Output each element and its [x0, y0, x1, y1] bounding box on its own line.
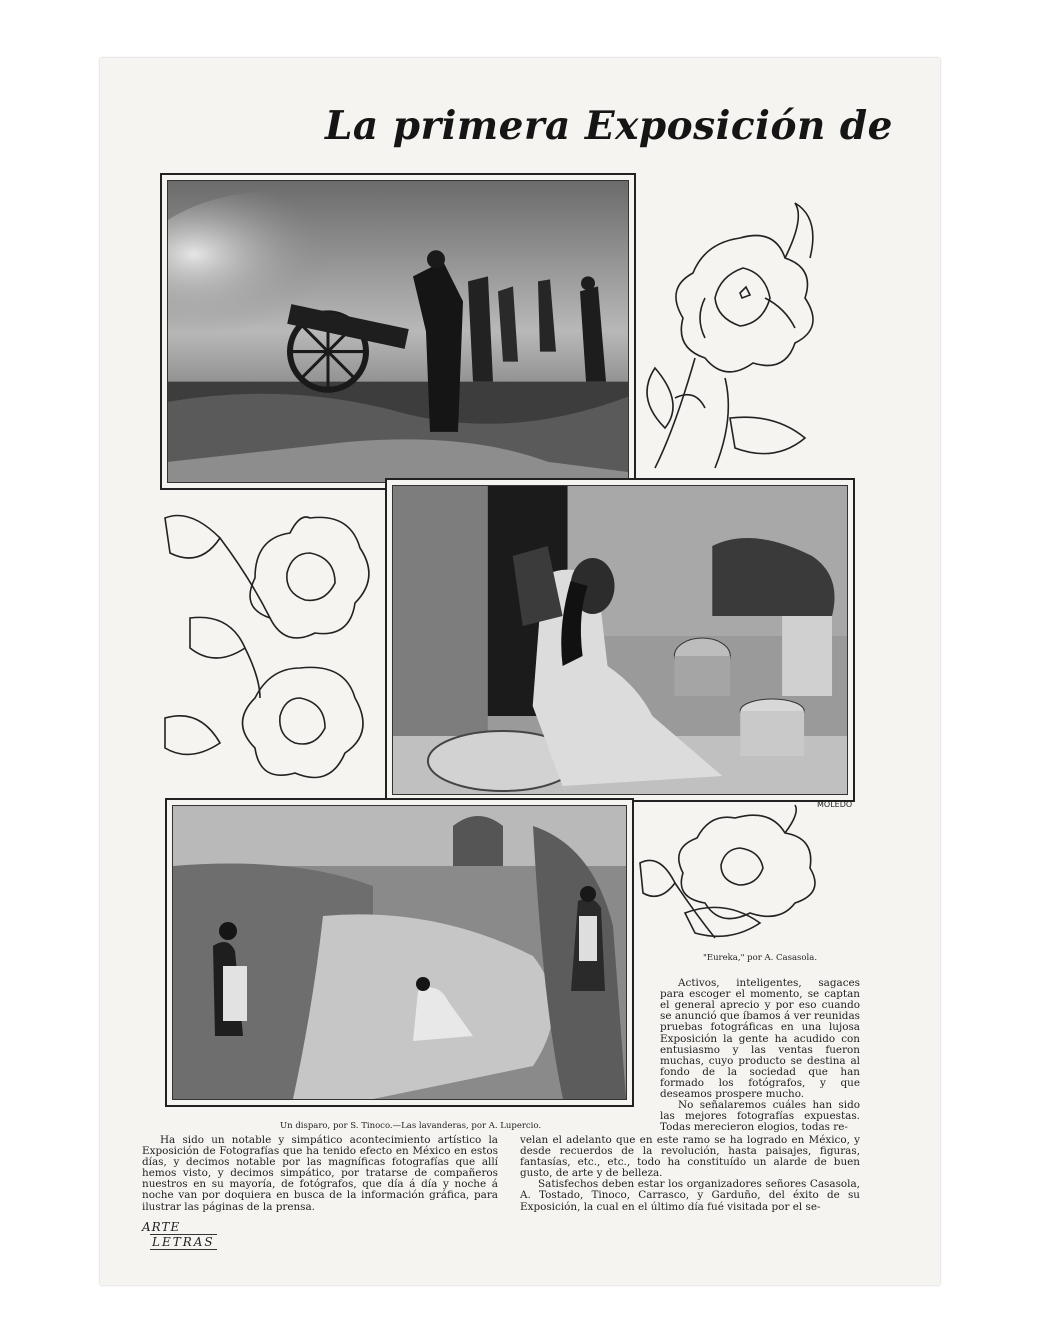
flower-ornament-mid-left [160, 498, 382, 798]
photos-caption: Un disparo, por S. Tinoco.—Las lavanderas, por A. Lupercio. [280, 1121, 542, 1131]
logo-line-2: LETRAS [152, 1235, 215, 1249]
flower-ornament-bottom-right [635, 803, 850, 948]
flower-ornament-top-right [635, 198, 845, 478]
logo-line-1: ARTE [142, 1220, 181, 1234]
arte-y-letras-logo [142, 1220, 215, 1260]
paragraph: Activos, inteligentes, sagaces para escoger el momento, se captan el general aprecio y por eso cuando se anunció que íbamos á ver reunidas pruebas fotográficas en una lujosa Exposición la gente ha acudido con entusiasmo y las ventas fueron muchas, cuyo producto se destina al fondo de la sociedad que han formado los fotógrafos, y que deseamos prospere mucho. [660, 977, 860, 1101]
article-title: La primera Exposición de [325, 103, 893, 149]
text-column-right [660, 953, 860, 1133]
paragraph: Satisfechos deben estar los organizadores señores Casasola, A. Tostado, Tinoco, Carrasco, y Garduño, del éxito de su Exposición, la cual en el último día fué visitada por el se- [520, 1178, 860, 1213]
paragraph: No señalaremos cuáles han sido las mejores fotografías expuestas. Todas merecieron elogios, todas re- [660, 1099, 860, 1134]
photo-eureka [393, 486, 847, 794]
photo-frame-disparo [160, 173, 636, 490]
photo-frame-eureka [385, 478, 855, 802]
photo-frame-lavanderas [165, 798, 634, 1107]
text-column-middle [520, 1135, 860, 1213]
text-column-left [142, 1135, 498, 1213]
eureka-caption: "Eureka," por A. Casasola. [702, 953, 818, 963]
illustrator-signature: MOLEDO [817, 800, 853, 809]
photo-lavanderas [173, 806, 626, 1099]
paragraph: velan el adelanto que en este ramo se ha logrado en México, y desde recuerdos de la revolución, hasta paisajes, figuras, fantasías, etc., etc., todo ha constituído un alarde de buen gusto, de arte y de belleza. [520, 1134, 860, 1180]
magazine-page [100, 58, 940, 1285]
paragraph: Ha sido un notable y simpático acontecimiento artístico la Exposición de Fotografías que ha tenido efecto en México en estos días, y decimos notable por las magníficas fotografías que allí hemos visto, y decimos simpático, por tratarse de compañeros nuestros en su mayoría, de fotógrafos, que día á día y noche á noche van por doquiera en busca de la información gráfica, para ilustrar las páginas de la prensa. [142, 1134, 498, 1213]
photo-disparo [168, 181, 628, 482]
